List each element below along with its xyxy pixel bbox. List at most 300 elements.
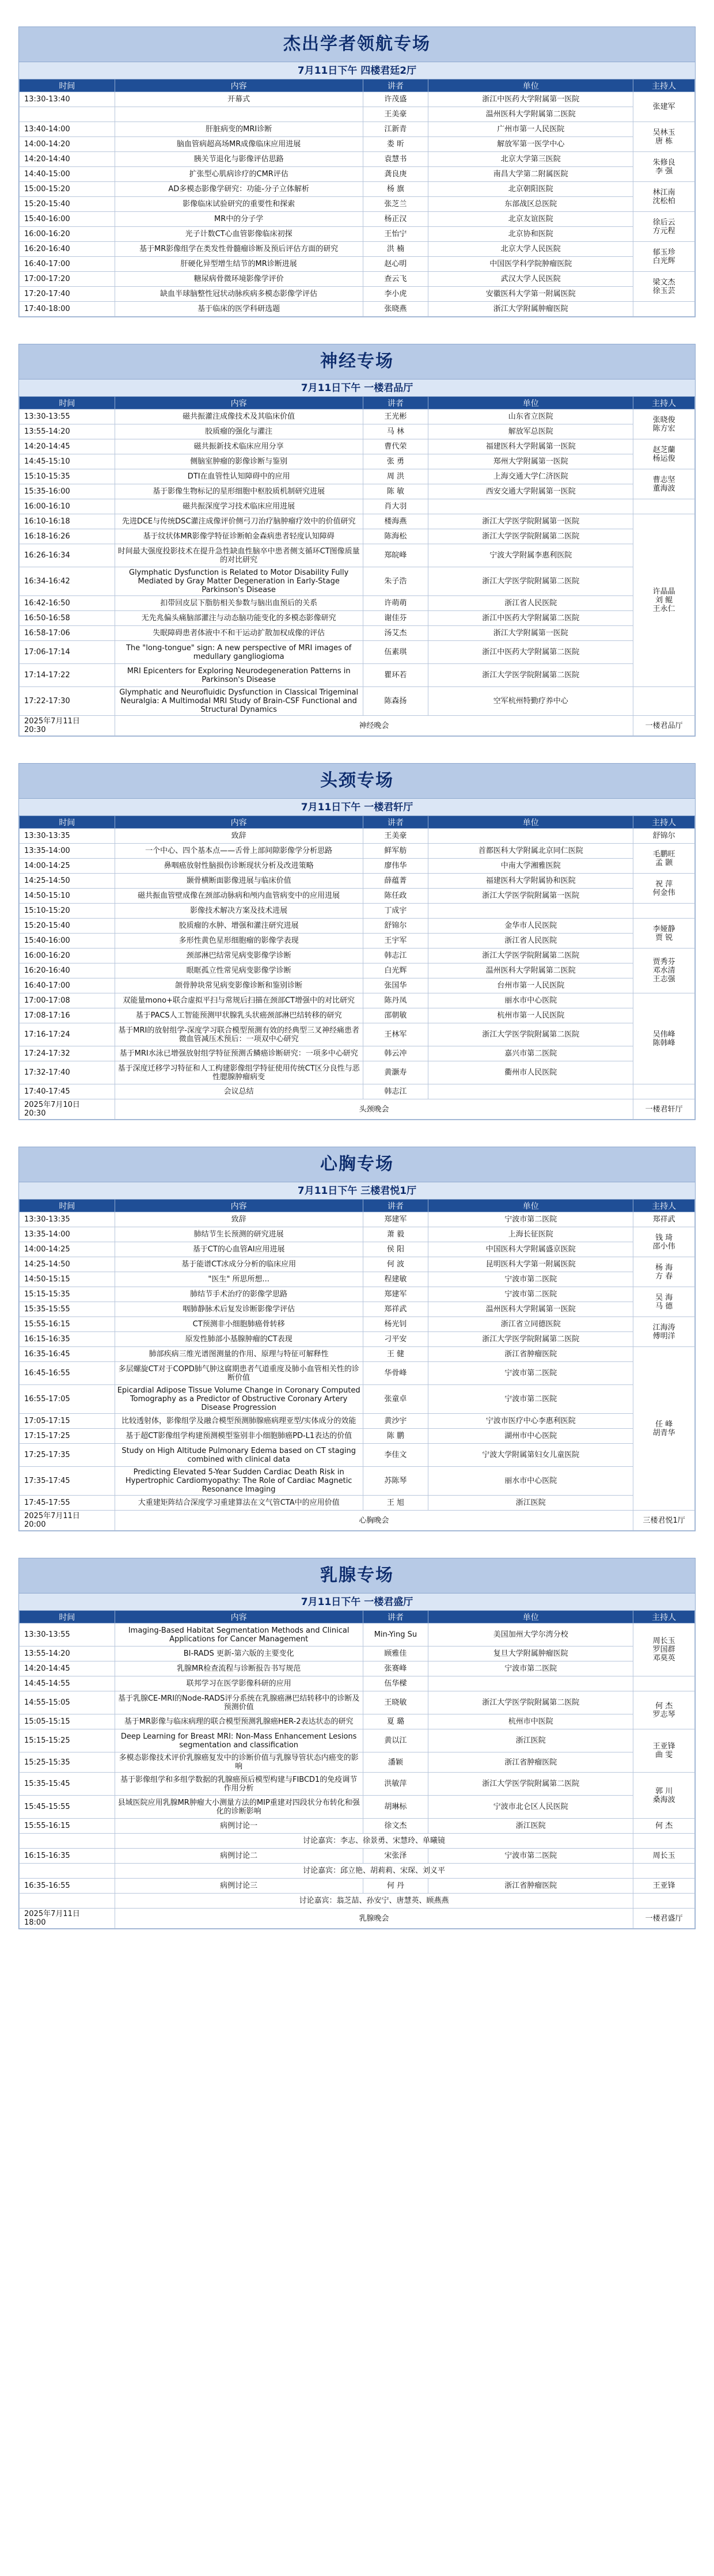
speaker-unit: 台州市第一人民医院 [428, 978, 633, 993]
session-time: 14:40-15:00 [20, 167, 115, 182]
session-host: 吴 海 马 德 [633, 1287, 695, 1317]
session-time: 15:45-15:55 [20, 1796, 115, 1819]
session-time: 17:40-17:45 [20, 1084, 115, 1099]
speaker-unit: 丽水市中心医院 [428, 993, 633, 1008]
table-row [20, 439, 695, 454]
speaker-unit: 浙江省肿瘤医院 [428, 1347, 633, 1362]
speaker-unit: 宁波大学附属第妇女儿童医院 [428, 1444, 633, 1467]
speaker-unit: 中国医学科学院肿瘤医院 [428, 257, 633, 272]
session-time: 2025年7月10日 20:30 [20, 1099, 115, 1120]
session-content: 肺结节手术治疗的影像学思路 [115, 1287, 363, 1302]
table-row [20, 1661, 695, 1676]
speaker-unit: 北京大学人民医院 [428, 242, 633, 257]
speaker-name: 张 勇 [363, 454, 428, 469]
speaker-unit: 浙江中医药大学附属第一医院 [428, 92, 633, 107]
session-host [633, 1676, 695, 1691]
column-header-unit: 单位 [428, 79, 633, 92]
session-content: 联邦学习在医学影像科研的应用 [115, 1676, 363, 1691]
speaker-name: 张童卓 [363, 1385, 428, 1414]
session-content: 失眠障碍患者体液中不和干运动扩散加权成像的评估 [115, 626, 363, 641]
speaker-unit: 空军杭州特勤疗养中心 [428, 687, 633, 716]
speaker-unit: 宁波市第二医院 [428, 1362, 633, 1385]
session-host: 舒锦尔 [633, 829, 695, 844]
table-row [20, 1008, 695, 1023]
session-content: AD多模态影像学研究：功能-分子立体解析 [115, 182, 363, 197]
table-row [20, 611, 695, 626]
table-row [20, 716, 695, 736]
session-content: 时间最大强度投影技术在提升急性缺血性脑卒中患者侧支循环CT图像质量的对比研究 [115, 544, 363, 567]
speaker-unit: 宁波市医疗中心李惠利医院 [428, 1414, 633, 1429]
speaker-name: Min-Ying Su [363, 1623, 428, 1646]
column-header-host: 主持人 [633, 1200, 695, 1212]
session-time [20, 107, 115, 122]
table-row [20, 1362, 695, 1385]
session-time [20, 1834, 115, 1849]
speaker-unit: 北京大学第三医院 [428, 152, 633, 167]
speaker-unit: 北京协和医院 [428, 227, 633, 242]
speaker-name: 徐文杰 [363, 1819, 428, 1834]
session-content: 基于MRI的放射组学-深度学习联合模型预测有效的经典型三叉神经痛患者微血管减压术预后：一项双中心研究 [115, 1023, 363, 1046]
session-time: 15:35-16:00 [20, 484, 115, 499]
session-content: 胰关节退化与影像评估思路 [115, 152, 363, 167]
table-row [20, 1849, 695, 1864]
speaker-name: 洪 楠 [363, 242, 428, 257]
table-row [20, 424, 695, 439]
session-content: 一个中心、四个基本点——舌骨上部间隙影像学分析思路 [115, 844, 363, 859]
session-time: 17:40-18:00 [20, 302, 115, 317]
speaker-name: 杨正汉 [363, 212, 428, 227]
table-row [20, 1511, 695, 1531]
speaker-name: 胡琳标 [363, 1796, 428, 1819]
speaker-name: 王光彬 [363, 409, 428, 424]
table-row [20, 1623, 695, 1646]
speaker-name: 楼海燕 [363, 514, 428, 529]
speaker-unit: 安徽医科大学第一附属医院 [428, 287, 633, 302]
session-content: 病例讨论二 [115, 1849, 363, 1864]
speaker-unit: 美国加州大学尔湾分校 [428, 1623, 633, 1646]
session-content: 基于乳腺CE-MRI的Node-RADS评分系统在乳腺癌淋巴结转移中的诊断及预测价值 [115, 1691, 363, 1714]
column-header-unit: 单位 [428, 397, 633, 409]
speaker-name: 顾雅佳 [363, 1646, 428, 1661]
session-time: 15:35-15:45 [20, 1773, 115, 1796]
session-content: 基于MR影像组学在类发性骨髓瘤诊断及预后评估方面的研究 [115, 242, 363, 257]
speaker-unit: 浙江省立同德医院 [428, 1317, 633, 1332]
speaker-name: 韩志江 [363, 1084, 428, 1099]
session-content: 县域医院应用乳腺MR肿瘤大小测量方法的MIP重建对四段状分布转化和强化的诊断影响 [115, 1796, 363, 1819]
speaker-unit: 浙江省肿瘤医院 [428, 1879, 633, 1894]
session-time: 2025年7月11日 20:00 [20, 1511, 115, 1531]
table-row [20, 1773, 695, 1796]
session-time: 15:10-15:20 [20, 904, 115, 919]
column-header-time: 时间 [20, 1200, 115, 1212]
session-content: 胶质瘤的强化与灌注 [115, 424, 363, 439]
speaker-unit: 浙江医院 [428, 1496, 633, 1511]
session-content: 无先兆偏头痛脑部灌注与动态脑功能变化的多模态影像研究 [115, 611, 363, 626]
speaker-name: 曹代荣 [363, 439, 428, 454]
session-content: Predicting Elevated 5-Year Sudden Cardiac Death Risk in Hypertrophic Cardiomyopathy: The Role of Cardiac Magnetic Resonance Imaging [115, 1467, 363, 1496]
column-header-host: 主持人 [633, 816, 695, 829]
table-row [20, 1676, 695, 1691]
session-content: 基于MR影像与临床病理的联合模型预测乳腺癌HER-2表达状态的研究 [115, 1714, 363, 1729]
session-host: 赵芝蘭 杨运俊 [633, 439, 695, 469]
column-header-content: 内容 [115, 1611, 363, 1623]
session-host: 江海涛 傅明洋 [633, 1317, 695, 1347]
speaker-unit: 解放军总医院 [428, 424, 633, 439]
column-header-time: 时间 [20, 816, 115, 829]
session-host: 三楼君悦1厅 [633, 1511, 695, 1531]
session-host [633, 687, 695, 716]
speaker-unit: 浙江大学医学院附属第一医院 [428, 514, 633, 529]
session-time: 16:20-16:40 [20, 242, 115, 257]
speaker-name: 王美豪 [363, 829, 428, 844]
session-content: 缺血半球脑整性冠状动脉疾病多模态影像学评估 [115, 287, 363, 302]
table-row [20, 1796, 695, 1819]
session-content: 开幕式 [115, 92, 363, 107]
speaker-name: 韩志江 [363, 949, 428, 963]
table-row [20, 212, 695, 227]
column-header-unit: 单位 [428, 1611, 633, 1623]
session-content [115, 107, 363, 122]
session-time: 17:35-17:45 [20, 1467, 115, 1496]
session-host: 杨 海 方 春 [633, 1257, 695, 1287]
speaker-unit: 浙江大学医学院附属第二医院 [428, 567, 633, 596]
speaker-name: 程建敏 [363, 1272, 428, 1287]
speaker-unit: 浙江大学医学院附属第二医院 [428, 1773, 633, 1796]
table-row [20, 1084, 695, 1099]
speaker-unit: 广州市第一人民医院 [428, 122, 633, 137]
session-time: 14:20-14:45 [20, 439, 115, 454]
session-content: 颈部淋巴结常见病变影像学诊断 [115, 949, 363, 963]
speaker-name: 华骨峰 [363, 1362, 428, 1385]
session-content: 磁共振灌注成像技术及其临床价值 [115, 409, 363, 424]
session-content: 讨论嘉宾：李志、徐景勇、宋慧玲、单曦镜 [115, 1834, 633, 1849]
session-content: 磁共振新技术临床应用分享 [115, 439, 363, 454]
speaker-unit: 温州医科大学附属第一医院 [428, 1302, 633, 1317]
session-host: 周长玉 罗国群 邓莫英 [633, 1623, 695, 1676]
speaker-unit: 宁波市第二医院 [428, 1212, 633, 1227]
session-content: 先进DCE与传统DSC灌注成像评价侧弓刀治疗脑肿瘤疗效中的价值研究 [115, 514, 363, 529]
table-row [20, 529, 695, 544]
session-time: 2025年7月11日 18:00 [20, 1909, 115, 1929]
speaker-name: 李小虎 [363, 287, 428, 302]
speaker-unit: 北京朝阳医院 [428, 182, 633, 197]
speaker-name: 张国华 [363, 978, 428, 993]
session-time [20, 1864, 115, 1879]
table-row [20, 469, 695, 484]
speaker-unit: 宁波市第二医院 [428, 1287, 633, 1302]
session-content: The "long-tongue" sign: A new perspective of MRI images of medullary gangliogioma [115, 641, 363, 664]
speaker-unit: 浙江医院 [428, 1729, 633, 1752]
session-content: 磁共振深度学习技术临床应用进展 [115, 499, 363, 514]
session-time [20, 1894, 115, 1909]
speaker-unit: 浙江大学医学院附属第二医院 [428, 949, 633, 963]
session-content: BI-RADS 更新-第六版的主要变化 [115, 1646, 363, 1661]
schedule-table [19, 1610, 695, 1929]
speaker-unit [428, 1676, 633, 1691]
speaker-name: 何 丹 [363, 1879, 428, 1894]
session-time: 17:00-17:08 [20, 993, 115, 1008]
session-host [633, 499, 695, 514]
speaker-unit: 丽水市中心医院 [428, 1467, 633, 1496]
speaker-unit: 浙江省肿瘤医院 [428, 1752, 633, 1773]
session-content: 乳腺晚会 [115, 1909, 633, 1929]
session-host: 何 杰 罗志琴 [633, 1691, 695, 1729]
session-host: 李娅静 贾 锐 [633, 919, 695, 949]
session-section [18, 1147, 696, 1531]
session-host: 祝 萍 何金伟 [633, 874, 695, 904]
session-time: 17:25-17:35 [20, 1444, 115, 1467]
speaker-name: 王怡宁 [363, 227, 428, 242]
table-row [20, 1496, 695, 1511]
session-time: 13:55-14:20 [20, 424, 115, 439]
session-section [18, 26, 696, 317]
speaker-name: 龚良庚 [363, 167, 428, 182]
speaker-name: 陈任政 [363, 889, 428, 904]
session-content: 病例讨论一 [115, 1819, 363, 1834]
table-row [20, 1467, 695, 1496]
speaker-unit: 宁波市第二医院 [428, 1661, 633, 1676]
session-time: 14:45-14:55 [20, 1676, 115, 1691]
table-row [20, 302, 695, 317]
session-host: 王亚锋 [633, 1879, 695, 1894]
session-content: 糖尿病骨微环境影像学评价 [115, 272, 363, 287]
speaker-unit [428, 904, 633, 919]
session-host: 吴林玉 唐 栋 [633, 122, 695, 152]
speaker-name: 潘颖 [363, 1752, 428, 1773]
table-header-row [20, 397, 695, 409]
session-host: 贾秀芬 邓水清 王志强 [633, 949, 695, 993]
session-content: Epicardial Adipose Tissue Volume Change in Coronary Computed Tomography as a Predictor of Obstructive Coronary Artery Disease Progression [115, 1385, 363, 1414]
session-time: 16:58-17:06 [20, 626, 115, 641]
speaker-name: 丁成宇 [363, 904, 428, 919]
table-row [20, 1414, 695, 1429]
session-time: 15:20-15:40 [20, 197, 115, 212]
table-row [20, 567, 695, 596]
column-header-host: 主持人 [633, 79, 695, 92]
table-row [20, 182, 695, 197]
column-header-host: 主持人 [633, 397, 695, 409]
session-time: 16:45-16:55 [20, 1362, 115, 1385]
session-content: 心胸晚会 [115, 1511, 633, 1531]
speaker-name: 娄 昕 [363, 137, 428, 152]
session-time: 13:30-13:40 [20, 92, 115, 107]
session-content: 原发性肺部小基腺肿瘤的CT表现 [115, 1332, 363, 1347]
table-row [20, 197, 695, 212]
session-time: 13:30-13:35 [20, 1212, 115, 1227]
session-host: 何 杰 [633, 1819, 695, 1834]
table-row [20, 107, 695, 122]
session-content: 影像临床试验研究的重要性和探索 [115, 197, 363, 212]
table-row [20, 167, 695, 182]
speaker-unit: 解放军第一医学中心 [428, 137, 633, 152]
session-content: 基于超CT影像组学构建预测模型鉴别非小细胞肺癌PD-L1表达的价值 [115, 1429, 363, 1444]
session-section [18, 763, 696, 1120]
session-content: 讨论嘉宾：翁芝喆、孙安宁、唐慧英、顾燕燕 [115, 1894, 633, 1909]
session-time: 16:34-16:42 [20, 567, 115, 596]
session-content: MRI Epicenters for Exploring Neurodegeneration Patterns in Parkinson's Disease [115, 664, 363, 687]
column-header-unit: 单位 [428, 816, 633, 829]
session-host: 周长玉 [633, 1849, 695, 1864]
speaker-unit: 浙江中医药大学附属第二医院 [428, 611, 633, 626]
speaker-name: 张芝兰 [363, 197, 428, 212]
speaker-unit: 宁波市第二医院 [428, 1272, 633, 1287]
session-host [633, 1834, 695, 1849]
table-row [20, 664, 695, 687]
speaker-unit [428, 829, 633, 844]
speaker-unit: 温州医科大学附属第二医院 [428, 107, 633, 122]
speaker-unit: 浙江省人民医院 [428, 934, 633, 949]
session-time: 14:55-15:05 [20, 1691, 115, 1714]
session-time: 17:20-17:40 [20, 287, 115, 302]
session-time: 15:55-16:15 [20, 1317, 115, 1332]
speaker-name: 郑建军 [363, 1212, 428, 1227]
table-row [20, 829, 695, 844]
session-content: 颌骨肿块常见病变影像诊断和鉴别诊断 [115, 978, 363, 993]
table-row [20, 92, 695, 107]
session-content: 基于PACS人工智能预测甲状腺乳头状癌颈部淋巴结转移的研究 [115, 1008, 363, 1023]
table-row [20, 993, 695, 1008]
speaker-name: 洪敏萍 [363, 1773, 428, 1796]
session-time-venue: 7月11日下午 四楼君廷2厅 [19, 62, 695, 79]
column-header-speaker: 讲者 [363, 816, 428, 829]
session-time: 17:05-17:15 [20, 1414, 115, 1429]
speaker-unit: 湖州市中心医院 [428, 1429, 633, 1444]
table-row [20, 859, 695, 874]
speaker-name: 杨 旗 [363, 182, 428, 197]
session-time: 17:15-17:25 [20, 1429, 115, 1444]
session-content: 扣带回皮层下脂肪相关参数与脑出血预后的关系 [115, 596, 363, 611]
session-time: 16:00-16:10 [20, 499, 115, 514]
session-host: 许晶晶 刘 鲲 王永仁 [633, 514, 695, 687]
session-content: 致辞 [115, 829, 363, 844]
speaker-name: 朱子浩 [363, 567, 428, 596]
speaker-unit: 杭州市中医院 [428, 1714, 633, 1729]
session-time: 14:50-15:10 [20, 889, 115, 904]
session-host [633, 1084, 695, 1099]
table-row [20, 514, 695, 529]
session-time: 16:40-17:00 [20, 978, 115, 993]
session-content: 胶质瘤的水肿、增强和灌注研究进展 [115, 919, 363, 934]
speaker-name: 鲜军舫 [363, 844, 428, 859]
session-content: Study on High Altitude Pulmonary Edema based on CT staging combined with clinical data [115, 1444, 363, 1467]
speaker-name: 张赛峰 [363, 1661, 428, 1676]
session-content: 扩张型心肌病诊疗的CMR评估 [115, 167, 363, 182]
session-content: Glymphatic and Neurofluidic Dysfunction in Classical Trigeminal Neuralgia: A Multimodal MRI Study of Brain-CSF Functional and Structural Dynamics [115, 687, 363, 716]
table-row [20, 499, 695, 514]
speaker-name: 王宇军 [363, 934, 428, 949]
session-content: 基于能谱CT冰成分分析的临床应用 [115, 1257, 363, 1272]
session-time: 15:20-15:40 [20, 919, 115, 934]
session-content: 病例讨论三 [115, 1879, 363, 1894]
speaker-name: 陈海松 [363, 529, 428, 544]
table-row [20, 1046, 695, 1061]
table-row [20, 963, 695, 978]
speaker-unit [428, 499, 633, 514]
table-row [20, 1099, 695, 1120]
session-time: 17:16-17:24 [20, 1023, 115, 1046]
speaker-unit: 首都医科大学附属北京同仁医院 [428, 844, 633, 859]
section-title: 心胸专场 [19, 1147, 695, 1182]
session-host: 毛鹏旺 孟 颢 [633, 844, 695, 874]
session-host: 郑祥武 [633, 1212, 695, 1227]
table-row [20, 1347, 695, 1362]
table-row [20, 484, 695, 499]
speaker-unit: 宁波市第二医院 [428, 1385, 633, 1414]
speaker-name: 陈丹凤 [363, 993, 428, 1008]
speaker-name: 薛蕴菁 [363, 874, 428, 889]
speaker-name: 廖伟华 [363, 859, 428, 874]
speaker-name: 何 波 [363, 1257, 428, 1272]
session-content: 讨论嘉宾：邱立艳、胡莉莉、宋琛、刘义平 [115, 1864, 633, 1879]
session-time: 16:18-16:26 [20, 529, 115, 544]
session-host [633, 302, 695, 317]
speaker-name: 苏陈琴 [363, 1467, 428, 1496]
session-time: 16:35-16:55 [20, 1879, 115, 1894]
session-content: 大重建矩阵结合深度学习重建算法在文气管CTA中的应用价值 [115, 1496, 363, 1511]
table-header-row [20, 816, 695, 829]
schedule-table [19, 396, 695, 736]
session-time: 13:35-14:00 [20, 844, 115, 859]
table-row [20, 1729, 695, 1752]
table-row [20, 227, 695, 242]
speaker-name: 陈 敏 [363, 484, 428, 499]
table-row [20, 1272, 695, 1287]
speaker-unit: 福建医科大学附属第一医院 [428, 439, 633, 454]
table-row [20, 242, 695, 257]
table-row [20, 1819, 695, 1834]
session-time: 15:25-15:35 [20, 1752, 115, 1773]
session-time: 13:40-14:00 [20, 122, 115, 137]
table-row [20, 1909, 695, 1929]
session-host: 一楼君轩厅 [633, 1099, 695, 1120]
section-title: 神经专场 [19, 344, 695, 379]
session-time: 17:06-17:14 [20, 641, 115, 664]
table-row [20, 1212, 695, 1227]
session-time: 14:20-14:45 [20, 1661, 115, 1676]
session-host: 张晓俊 陈方宏 [633, 409, 695, 439]
session-time: 13:30-13:35 [20, 829, 115, 844]
speaker-name: 黄灏寿 [363, 1061, 428, 1084]
session-time: 14:50-15:15 [20, 1272, 115, 1287]
speaker-name: 王 健 [363, 1347, 428, 1362]
session-host: 吴伟峰 陈韩峰 [633, 993, 695, 1084]
speaker-name: 王美豪 [363, 107, 428, 122]
table-row [20, 1061, 695, 1084]
session-content: 肝硬化异型增生结节的MR诊断进展 [115, 257, 363, 272]
session-time: 16:42-16:50 [20, 596, 115, 611]
session-host: 钱 琦 邵小伟 [633, 1227, 695, 1257]
speaker-name: 伍华樑 [363, 1676, 428, 1691]
session-time: 16:35-16:45 [20, 1347, 115, 1362]
session-time: 16:15-16:35 [20, 1332, 115, 1347]
session-time: 17:45-17:55 [20, 1496, 115, 1511]
session-host: 朱修良 李 强 [633, 152, 695, 182]
speaker-unit: 福建医科大学附属协和医院 [428, 874, 633, 889]
speaker-name: 赵心明 [363, 257, 428, 272]
session-host: 张建军 [633, 92, 695, 122]
speaker-unit: 浙江省人民医院 [428, 596, 633, 611]
session-host: 王亚锋 曲 雯 [633, 1729, 695, 1773]
table-row [20, 287, 695, 302]
speaker-unit: 武汉大学人民医院 [428, 272, 633, 287]
table-row [20, 122, 695, 137]
speaker-unit: 山东省立医院 [428, 409, 633, 424]
table-row [20, 919, 695, 934]
table-row [20, 1864, 695, 1879]
session-content: 基于MRI水泳已增强放射组学特征预测舌鳞癌诊断研究：一项多中心研究 [115, 1046, 363, 1061]
speaker-unit: 西安交通大学附属第一医院 [428, 484, 633, 499]
speaker-name: 肖大羽 [363, 499, 428, 514]
